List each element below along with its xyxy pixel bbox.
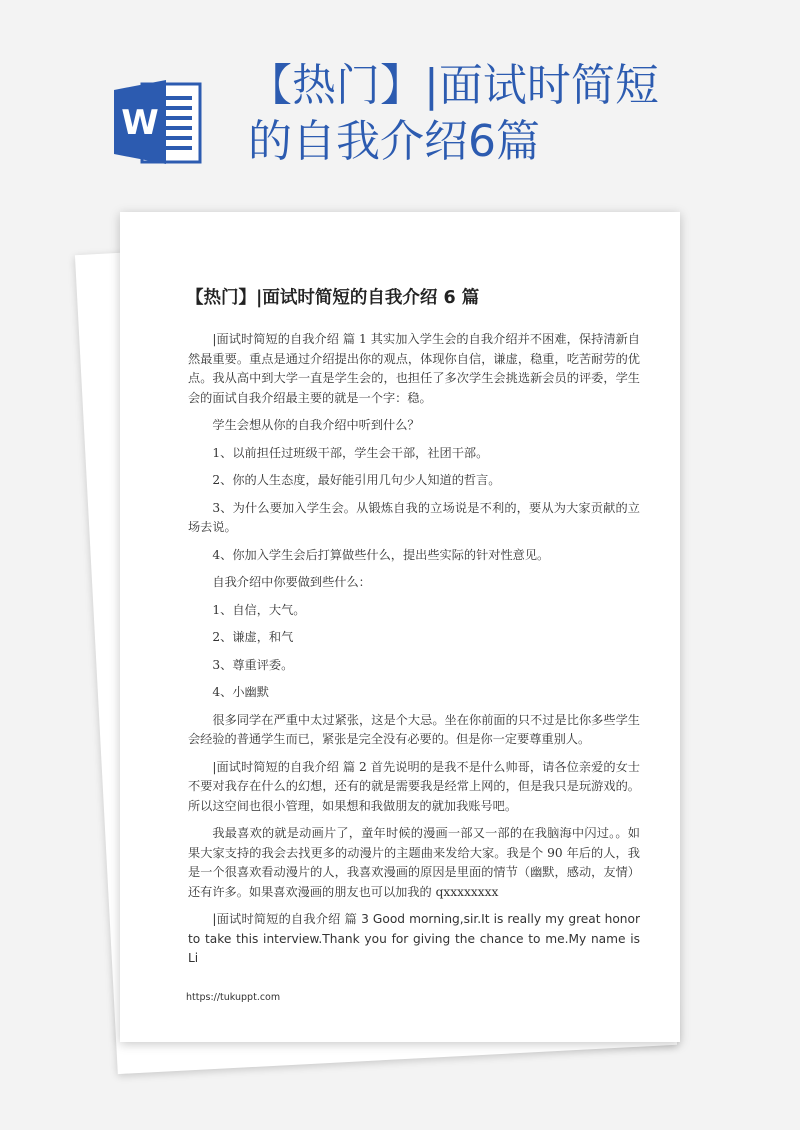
paragraph-9: 2、谦虚，和气 xyxy=(212,630,294,644)
paragraph-7: 自我介绍中你要做到些什么： xyxy=(212,575,371,589)
paragraph-3: 1、以前担任过班级干部，学生会干部，社团干部。 xyxy=(212,445,489,460)
document-heading: 【热门】|面试时简短的自我介绍 6 篇 xyxy=(186,288,480,308)
paragraph-14: 我最喜欢的就是动画片了，童年时候的漫画一部又一部的在我脑海中闪过。。如果大家支持的我会去找更多的动漫片的主题曲来发给大家。我是个 90 年后的人，我是一个很喜欢看动漫片的人，我喜欢漫画的原因是里面的情节（幽默，感动，友情）还有许多。如果喜欢漫画的朋友也可以加我的 qxxxxxxxx xyxy=(188,826,640,899)
paragraph-8: 1、自信，大气。 xyxy=(212,602,306,617)
page-title-line-2: 的自我介绍6篇 xyxy=(248,116,540,167)
footer-url: https://tukuppt.com xyxy=(186,992,281,1003)
paragraph-12: 很多同学在严重中太过紧张，这是个大忌。坐在你前面的只不过是比你多些学生会经验的普通学生而已，紧张是完全没有必要的。但是你一定要尊重别人。 xyxy=(188,712,640,746)
page-title xyxy=(248,58,768,170)
paragraph-5: 3、为什么要加入学生会。从锻炼自我的立场说是不利的，要从为大家贡献的立场去说。 xyxy=(188,500,640,534)
word-document-icon xyxy=(112,76,204,168)
paragraph-10: 3、尊重评委。 xyxy=(212,657,294,672)
paragraph-11: 4、小幽默 xyxy=(212,685,269,699)
document-sheet xyxy=(120,212,680,1042)
paragraph-15: |面试时简短的自我介绍 篇 3 Good morning,sir.It is really my great honor to take this interview.Thank you for giving the chance to me.My name is Li xyxy=(188,912,640,965)
logo-letter: W xyxy=(121,103,159,143)
paragraph-6: 4、你加入学生会后打算做些什么，提出些实际的针对性意见。 xyxy=(212,547,550,562)
paragraph-1: |面试时简短的自我介绍 篇 1 其实加入学生会的自我介绍并不困难，保持清新自然最重要。重点是通过介绍提出你的观点，体现你自信，谦虚，稳重，吃苦耐劳的优点。我从高中到大学一直是学生会的，也担任了多次学生会挑选新会员的评委，学生会的面试自我介绍最主要的就是一个字：稳。 xyxy=(188,332,640,405)
document-body xyxy=(188,330,640,977)
paragraph-4: 2、你的人生态度，最好能引用几句少人知道的哲言。 xyxy=(212,473,501,487)
page-title-line-1: 【热门】|面试时简短 xyxy=(248,60,659,111)
paragraph-13: |面试时简短的自我介绍 篇 2 首先说明的是我不是什么帅哥，请各位亲爱的女士不要对我存在什么的幻想，还有的就是需要我是经常上网的，但是我只是玩游戏的。所以这空间也很小管理，如果想和我做朋友的就加我账号吧。 xyxy=(188,759,640,813)
paragraph-2: 学生会想从你的自我介绍中听到什么？ xyxy=(212,418,420,432)
